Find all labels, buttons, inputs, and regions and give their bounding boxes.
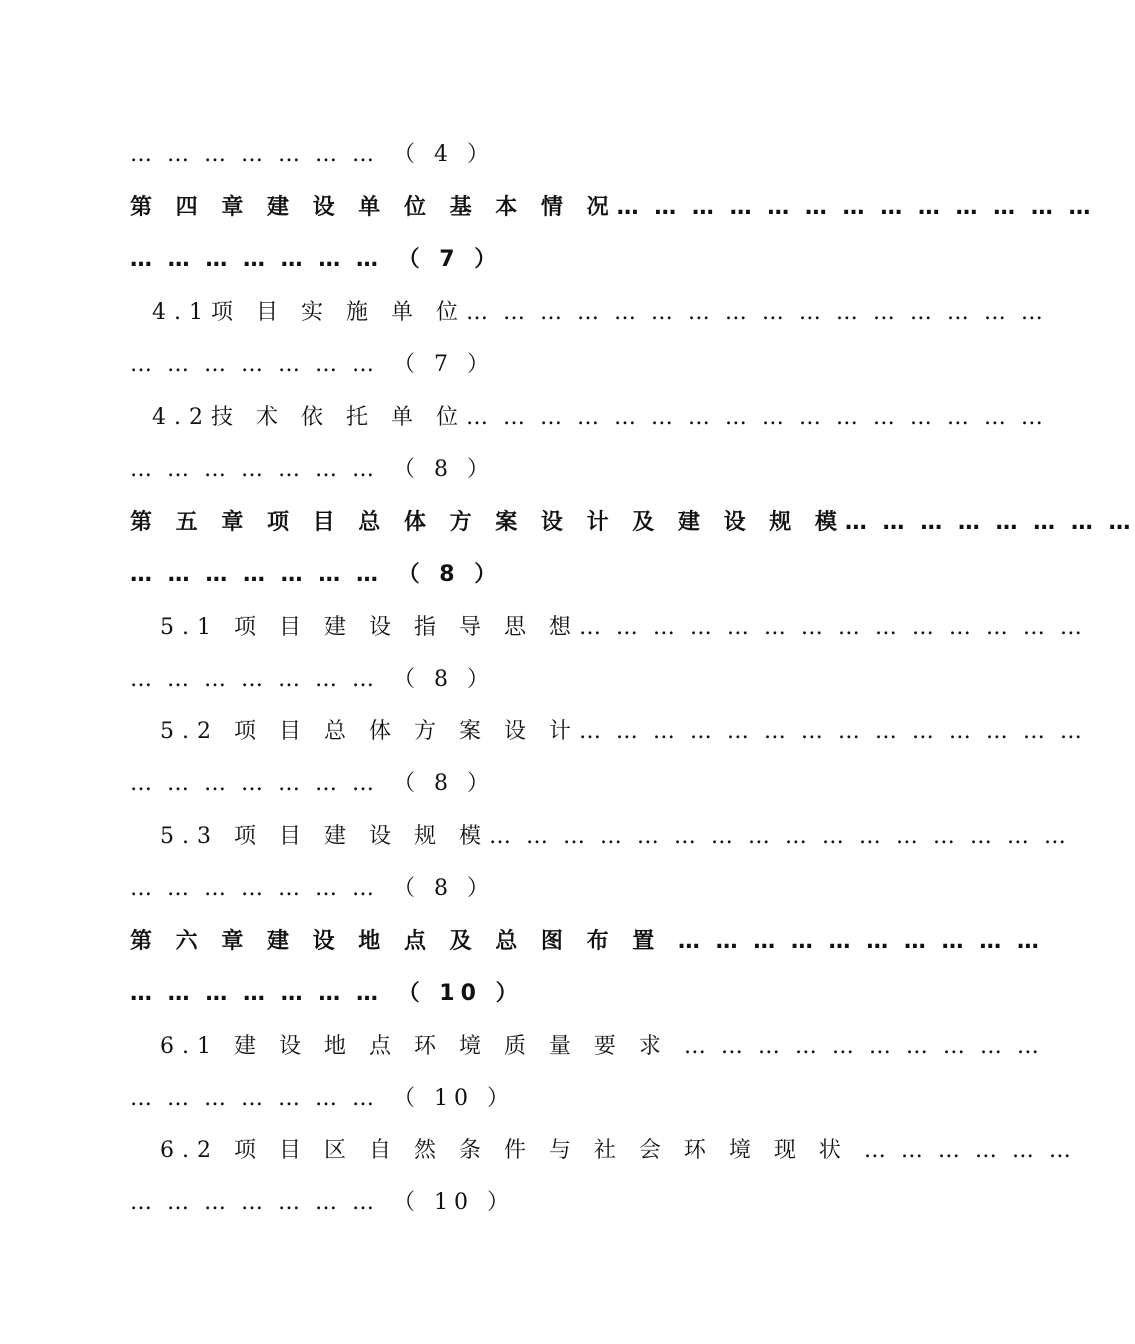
toc-line-cont <box>130 974 850 1014</box>
toc-section-4-1 <box>130 293 1047 333</box>
page-number: （ 7 ） <box>392 352 495 377</box>
section-title: 5.3 项 目 建 设 规 模 <box>160 824 489 849</box>
toc-line-cont <box>130 1079 850 1119</box>
toc-line-cont <box>130 1183 850 1223</box>
leader-dots: … … … … … … … … … … <box>683 1034 1043 1059</box>
leader-dots: … … … … … … … <box>130 981 382 1006</box>
leader-dots: … … … … … … … <box>130 142 378 167</box>
toc-chapter-4 <box>130 188 1095 228</box>
page-number: （ 8 ） <box>392 771 495 796</box>
toc-section-4-2 <box>130 398 1047 438</box>
leader-dots: … … … … … … … … … … … … … … <box>578 719 1086 744</box>
page-number: （ 10 ） <box>392 1190 515 1215</box>
leader-dots: … … … … … … … … … … <box>677 929 1043 954</box>
leader-dots: … … … … … … … <box>130 562 382 587</box>
page-number: （ 8 ） <box>392 457 495 482</box>
section-title: 5.2 项 目 总 体 方 案 设 计 <box>160 719 579 744</box>
toc-line-cont <box>130 135 850 175</box>
toc-section-5-3 <box>130 817 1070 857</box>
toc-line-cont <box>130 555 850 595</box>
leader-dots: … … … … … … … <box>130 352 378 377</box>
leader-dots: … … … … … … … <box>130 1190 378 1215</box>
page-number: （ 8 ） <box>397 562 503 587</box>
chapter-title: 第 六 章 建 设 地 点 及 总 图 布 置 <box>130 929 678 954</box>
toc-line-cont <box>130 764 850 804</box>
leader-dots: … … … … … … … … … … … … … <box>616 195 1095 220</box>
leader-dots: … … … … … … … … … … … … … … … … <box>465 405 1047 430</box>
page-number: （ 10 ） <box>397 981 524 1006</box>
page-number: （ 8 ） <box>392 876 495 901</box>
leader-dots: … … … … … … … <box>130 247 382 272</box>
toc-section-6-1 <box>130 1027 1043 1067</box>
section-title: 4.1项 目 实 施 单 位 <box>152 300 466 325</box>
page-number: （ 4 ） <box>392 142 495 167</box>
toc-chapter-6 <box>130 922 1043 962</box>
section-title: 4.2技 术 依 托 单 位 <box>152 405 466 430</box>
section-title: 5.1 项 目 建 设 指 导 思 想 <box>160 615 579 640</box>
leader-dots: … … … … … … … <box>130 876 378 901</box>
leader-dots: … … … … … … … … … … … … … … … … <box>488 824 1070 849</box>
chapter-title: 第 四 章 建 设 单 位 基 本 情 况 <box>130 195 617 220</box>
toc-line-cont <box>130 660 850 700</box>
toc-section-5-2 <box>130 712 1086 752</box>
toc-line-cont <box>130 345 850 385</box>
leader-dots: … … … … … … … … <box>844 510 1135 535</box>
toc-section-5-1 <box>130 608 1086 648</box>
leader-dots: … … … … … … … … … … … … … … … … <box>465 300 1047 325</box>
leader-dots: … … … … … … … <box>130 771 378 796</box>
toc-line-cont <box>130 450 850 490</box>
toc-line-cont <box>130 240 850 280</box>
page-number: （ 10 ） <box>392 1086 515 1111</box>
leader-dots: … … … … … … … <box>130 457 378 482</box>
leader-dots: … … … … … … … <box>130 667 378 692</box>
section-title: 6.1 建 设 地 点 环 境 质 量 要 求 <box>160 1034 684 1059</box>
toc-section-6-2 <box>130 1131 1075 1171</box>
leader-dots: … … … … … … … <box>130 1086 378 1111</box>
page-number: （ 7 ） <box>397 247 503 272</box>
toc-line-cont <box>130 869 850 909</box>
leader-dots: … … … … … … … … … … … … … … <box>578 615 1086 640</box>
page-number: （ 8 ） <box>392 667 495 692</box>
toc-chapter-5 <box>130 503 1135 543</box>
chapter-title: 第 五 章 项 目 总 体 方 案 设 计 及 建 设 规 模 <box>130 510 845 535</box>
section-title: 6.2 项 目 区 自 然 条 件 与 社 会 环 境 现 状 <box>160 1138 864 1163</box>
leader-dots: … … … … … … <box>863 1138 1075 1163</box>
